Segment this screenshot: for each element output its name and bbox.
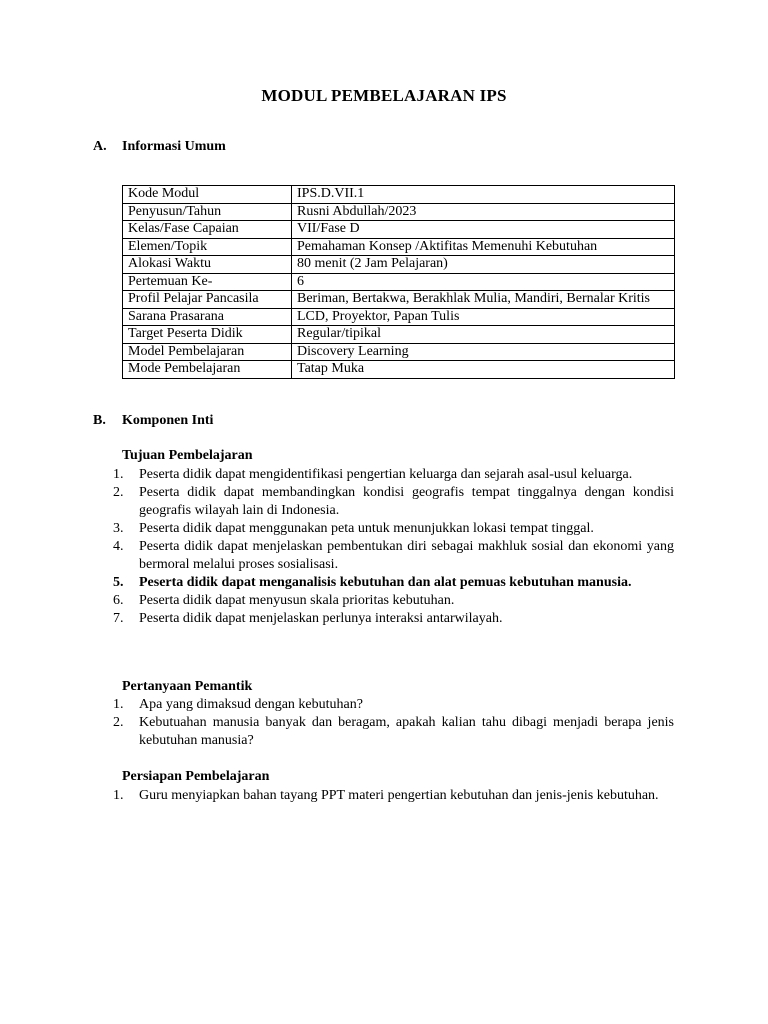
item-number: 1. bbox=[113, 467, 124, 482]
item-text: Peserta didik dapat menyusun skala prioritas kebutuhan. bbox=[139, 593, 455, 608]
list-item bbox=[113, 592, 674, 610]
row-key: Alokasi Waktu bbox=[123, 256, 292, 274]
section-a-label: Informasi Umum bbox=[122, 139, 226, 154]
item-number: 3. bbox=[113, 521, 124, 536]
item-text: Peserta didik dapat menggunakan peta untuk menunjukkan lokasi tempat tinggal. bbox=[139, 521, 594, 536]
row-key: Target Peserta Didik bbox=[123, 326, 292, 344]
row-key: Kode Modul bbox=[123, 186, 292, 204]
row-value: 80 menit (2 Jam Pelajaran) bbox=[292, 256, 675, 274]
item-number: 2. bbox=[113, 485, 124, 500]
row-value: LCD, Proyektor, Papan Tulis bbox=[292, 308, 675, 326]
list-item bbox=[113, 484, 674, 520]
item-number: 4. bbox=[113, 539, 124, 554]
list-item bbox=[113, 696, 674, 714]
list-item bbox=[113, 538, 674, 574]
item-text: Peserta didik dapat menganalisis kebutuhan dan alat pemuas kebutuhan manusia. bbox=[139, 575, 632, 590]
row-value: Beriman, Bertakwa, Berakhlak Mulia, Mandiri, Bernalar Kritis bbox=[292, 291, 675, 309]
item-number: 1. bbox=[113, 697, 124, 712]
section-b-letter: B. bbox=[93, 413, 106, 428]
tujuan-list bbox=[113, 466, 674, 628]
item-text: Apa yang dimaksud dengan kebutuhan? bbox=[139, 697, 363, 712]
document-title: MODUL PEMBELAJARAN IPS bbox=[261, 86, 507, 105]
list-item bbox=[113, 787, 674, 805]
row-key: Penyusun/Tahun bbox=[123, 203, 292, 221]
list-item bbox=[113, 466, 674, 484]
table-row bbox=[123, 343, 675, 361]
section-a-heading bbox=[93, 139, 226, 155]
item-number: 2. bbox=[113, 715, 124, 730]
row-value: Rusni Abdullah/2023 bbox=[292, 203, 675, 221]
row-key: Pertemuan Ke- bbox=[123, 273, 292, 291]
row-key: Mode Pembelajaran bbox=[123, 361, 292, 379]
row-value: Regular/tipikal bbox=[292, 326, 675, 344]
row-key: Kelas/Fase Capaian bbox=[123, 221, 292, 239]
item-number: 1. bbox=[113, 788, 124, 803]
table-row bbox=[123, 256, 675, 274]
item-text: Peserta didik dapat membandingkan kondisi geografis tempat tinggalnya dengan kondisi geografis wilayah lain di Indonesia. bbox=[139, 485, 674, 518]
table-row bbox=[123, 221, 675, 239]
table-row bbox=[123, 186, 675, 204]
item-number: 6. bbox=[113, 593, 124, 608]
row-value: 6 bbox=[292, 273, 675, 291]
row-value: Discovery Learning bbox=[292, 343, 675, 361]
item-number: 5. bbox=[113, 575, 124, 590]
list-item bbox=[113, 610, 674, 628]
list-item bbox=[113, 520, 674, 538]
item-text: Peserta didik dapat menjelaskan pembentukan diri sebagai makhluk sosial dan ekonomi yang bermoral melalui proses sosialisasi. bbox=[139, 539, 674, 572]
row-value: VII/Fase D bbox=[292, 221, 675, 239]
row-key: Elemen/Topik bbox=[123, 238, 292, 256]
item-text: Peserta didik dapat mengidentifikasi pengertian keluarga dan sejarah asal-usul keluarga. bbox=[139, 467, 633, 482]
tujuan-heading: Tujuan Pembelajaran bbox=[122, 448, 253, 463]
section-b-label: Komponen Inti bbox=[122, 413, 214, 428]
row-value: IPS.D.VII.1 bbox=[292, 186, 675, 204]
table-row bbox=[123, 203, 675, 221]
pertanyaan-list bbox=[113, 696, 674, 750]
table-row bbox=[123, 238, 675, 256]
section-a-letter: A. bbox=[93, 139, 107, 154]
section-b-heading bbox=[93, 413, 213, 429]
row-key: Sarana Prasarana bbox=[123, 308, 292, 326]
table-row bbox=[123, 361, 675, 379]
item-text: Kebutuahan manusia banyak dan beragam, apakah kalian tahu dibagi menjadi berapa jenis kebutuhan manusia? bbox=[139, 715, 674, 748]
table-row bbox=[123, 326, 675, 344]
item-text: Guru menyiapkan bahan tayang PPT materi pengertian kebutuhan dan jenis-jenis kebutuhan. bbox=[139, 788, 659, 803]
persiapan-heading: Persiapan Pembelajaran bbox=[122, 769, 270, 784]
list-item bbox=[113, 714, 674, 750]
persiapan-list bbox=[113, 787, 674, 805]
table-row bbox=[123, 308, 675, 326]
row-value: Pemahaman Konsep /Aktifitas Memenuhi Kebutuhan bbox=[292, 238, 675, 256]
row-key: Profil Pelajar Pancasila bbox=[123, 291, 292, 309]
info-table bbox=[122, 185, 675, 379]
item-number: 7. bbox=[113, 611, 124, 626]
pertanyaan-heading: Pertanyaan Pemantik bbox=[122, 679, 253, 694]
row-key: Model Pembelajaran bbox=[123, 343, 292, 361]
table-row bbox=[123, 273, 675, 291]
row-value: Tatap Muka bbox=[292, 361, 675, 379]
list-item bbox=[113, 574, 674, 592]
table-row bbox=[123, 291, 675, 309]
item-text: Peserta didik dapat menjelaskan perlunya interaksi antarwilayah. bbox=[139, 611, 503, 626]
